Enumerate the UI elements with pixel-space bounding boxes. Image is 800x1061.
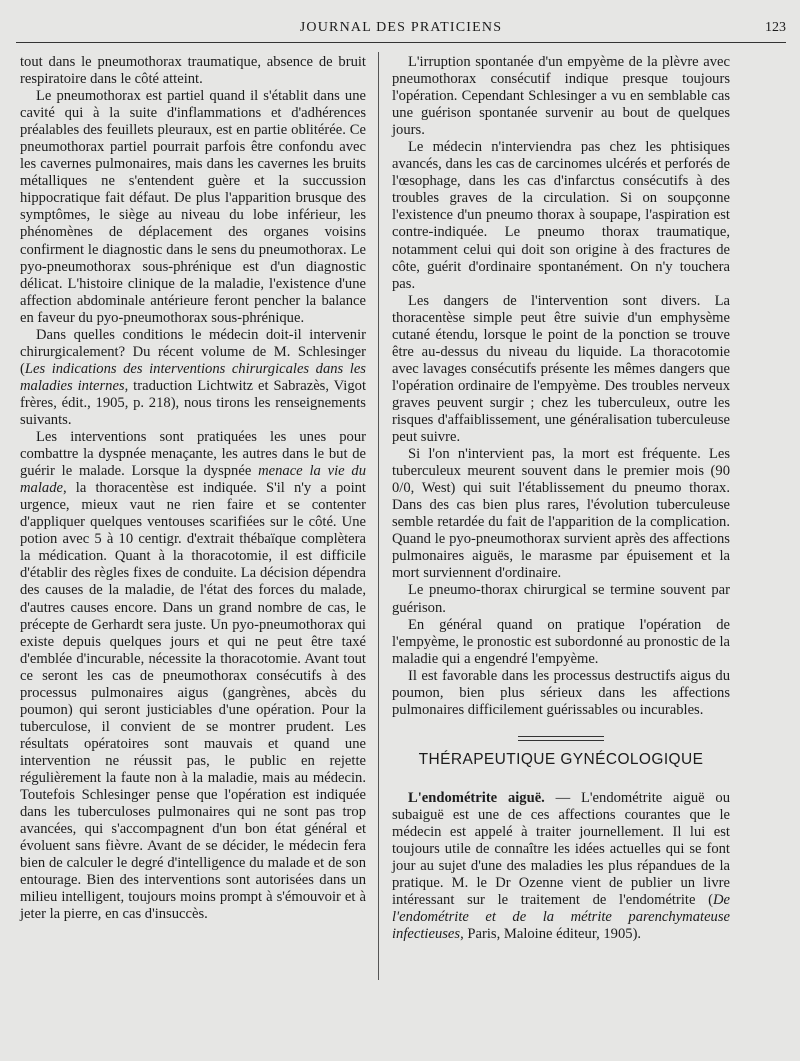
run-in-heading: L'endométrite aiguë. [408,789,545,806]
paragraph: Il est favorable dans les processus destructifs aigus du poumon, bien plus sérieux dans les affections pulmonaires difficilement guérissables ou incurables. [392,667,730,718]
paragraph-text: , traduction Lichtwitz et Sabrazès, Vigot frères, édit., 1905, p. 218), nous tirons les renseignements suivants. [20,377,366,428]
paragraph: L'irruption spontanée d'un empyème de la plèvre avec pneumothorax consécutif indique presque toujours l'opération. Cependant Schlesinger a vu en semblable cas une guérison spontanée survenir au bout de quelques jours. [392,54,730,139]
paragraph-text: , la thoracentèse est indiquée. S'il n'y a point urgence, mieux vaut ne rien faire et se contenter d'appliquer quelques ventouses scarifiées sur le côté. Une potion avec 5 à 10 centigr. d'extrait thébaïque complètera la médication. Quant à la thoracotomie, il est difficile d'établir des règles fixes de conduite. La décision dépendra des causes de la maladie, de l'état des forces du malade, d'autres causes encore. Dans un grand nombre de cas, le précepte de Gerhardt sera juste. Un pyo-pneumothorax qui existe depuis quelques jours et qui ne peut être taxé d'emblée d'incurable, nécessite la thoracotomie. Avant tout ce seront les cas de pneumothorax consécutifs à des processus pulmonaires aigus (gangrènes, abcès du poumon) qui seront justiciables d'une opération. Pour la tuberculose, il convient de se montrer prudent. Les résultats opératoires sont mauvais et quand une intervention ne réussit pas, le public en rejette régulièrement la faute non à la maladie, mais au médecin. Toutefois Schlesinger pense que l'opération est indiquée dans les tuberculoses pulmonaires qui ne sont pas trop avancées, qui s'accompagnent d'un bon état général et évoluent sans fièvre. Avant de se décider, le médecin fera bien de calculer le degré d'intelligence du malade et de son entourage. Bien des interventions sont autorisées dans un milieu intelligent, toujours moins prompt à s'émouvoir et à jeter la pierre, en cas d'insuccès. [20,480,366,923]
book-title: Les indications des interventions chirurgicales dans les maladies internes [20,360,366,394]
paragraph: Le médecin n'interviendra pas chez les phtisiques avancés, dans les cas de carcinomes ulcérés et perforés de l'œsophage, dans les cas d'infarctus consécutifs à des troubles graves de la circulation. Si on soupçonne l'existence d'un pneumo thorax à soupape, l'aspiration est contre-indiquée. Le pneumo thorax traumatique, notamment celui qui doit son origine à des fractures de côte, guérit d'ordinaire spontanément. On n'y touchera pas. [392,139,730,292]
paragraph [20,327,366,429]
section-title: THÉRAPEUTIQUE GYNÉCOLOGIQUE [418,750,704,768]
page-number: 123 [765,20,786,35]
paragraph: tout dans le pneumothorax traumatique, absence de bruit respiratoire dans le côté atteint. [20,54,366,88]
paragraph: Les dangers de l'intervention sont divers. La thoracentèse simple peut être suivie d'un emphysème cutané étendu, lorsque le point de la ponction se trouve être au-dessus du niveau du liquide. La thoracotomie avec lavages consécutifs présente les mêmes dangers que l'opération ordinaire de l'empyème. Des troubles nerveux graves peuvent surgir ; chez les tuberculeux, outre les risques d'affaiblissement, une généralisation tuberculeuse peut suivre. [392,292,730,446]
paragraph: Si l'on n'intervient pas, la mort est fréquente. Les tuberculeux meurent souvent dans le premier mois (90 0/0, West) qui suit l'établissement du pneumo thorax. Dans des cas bien plus rares, l'évolution tuberculeuse semble retardée du fait de l'apparition de la complication. Quand le pyo-pneumothorax survient après des affections pulmonaires aiguës, le marasme par épuisement et la mort surviennent d'ordinaire. [392,446,730,582]
paragraph: Le pneumothorax est partiel quand il s'établit dans une cavité qui à la suite d'inflammations et d'adhérences préalables des feuillets pleuraux, est en partie oblitérée. Ce pneumothorax partiel pourrait parfois être confondu avec les cavernes pulmonaires, mais dans les cavernes les bruits métalliques ne s'entendent guère et la succussion hippocratique fait défaut. De plus l'apparition brusque des symptômes, le siège au niveau du lobe inférieur, les phénomènes de déplacement des organes voisins confirment le diagnostic dans le sens du pneumothorax. Le pyo-pneumothorax sous-phrénique est d'un diagnostic délicat. L'histoire clinique de la maladie, l'existence d'une affection abdominale antérieure feront pencher la balance en faveur du pyo-pneumothorax sous-phrénique. [20,88,366,326]
running-title: JOURNAL DES PRATICIENS [299,20,503,35]
paragraph-text: Les interventions sont pratiquées les unes pour combattre la dyspnée menaçante, les autres dans le but de guérir le malade. Lorsque la dyspnée [20,429,366,480]
left-column [20,54,366,923]
right-column [392,54,730,943]
paragraph [392,790,730,943]
paragraph: Le pneumo-thorax chirurgical se termine souvent par guérison. [392,582,730,616]
book-title: De l'endométrite et de la métrite parenchymateuse infectieuses [392,892,730,943]
paragraph: En général quand on pratique l'opération de l'empyème, le pronostic est subordonné au pronostic de la maladie qui a engendré l'empyème. [392,616,730,667]
section-divider [518,736,604,741]
paragraph-text: — L'endométrite aiguë ou subaiguë est une de ces affections courantes que le médecin est appelé à traiter journellement. Il lui est toujours utile de connaître les idées actuelles qui se font jour au sujet d'une des maladies les plus répandues de la pratique. M. le Dr Ozenne vient de publier un livre intéressant sur le traitement de l'endométrite ( [392,789,730,909]
emphasis: menace la vie du malade [20,463,366,497]
column-divider [378,52,379,980]
paragraph [20,429,366,923]
paragraph-text: Dans quelles conditions le médecin doit-il intervenir chirurgicalement? Du récent volume de M. Schlesinger ( [20,326,366,377]
page-header [16,18,786,43]
paragraph-text: , Paris, Maloine éditeur, 1905). [460,926,642,943]
